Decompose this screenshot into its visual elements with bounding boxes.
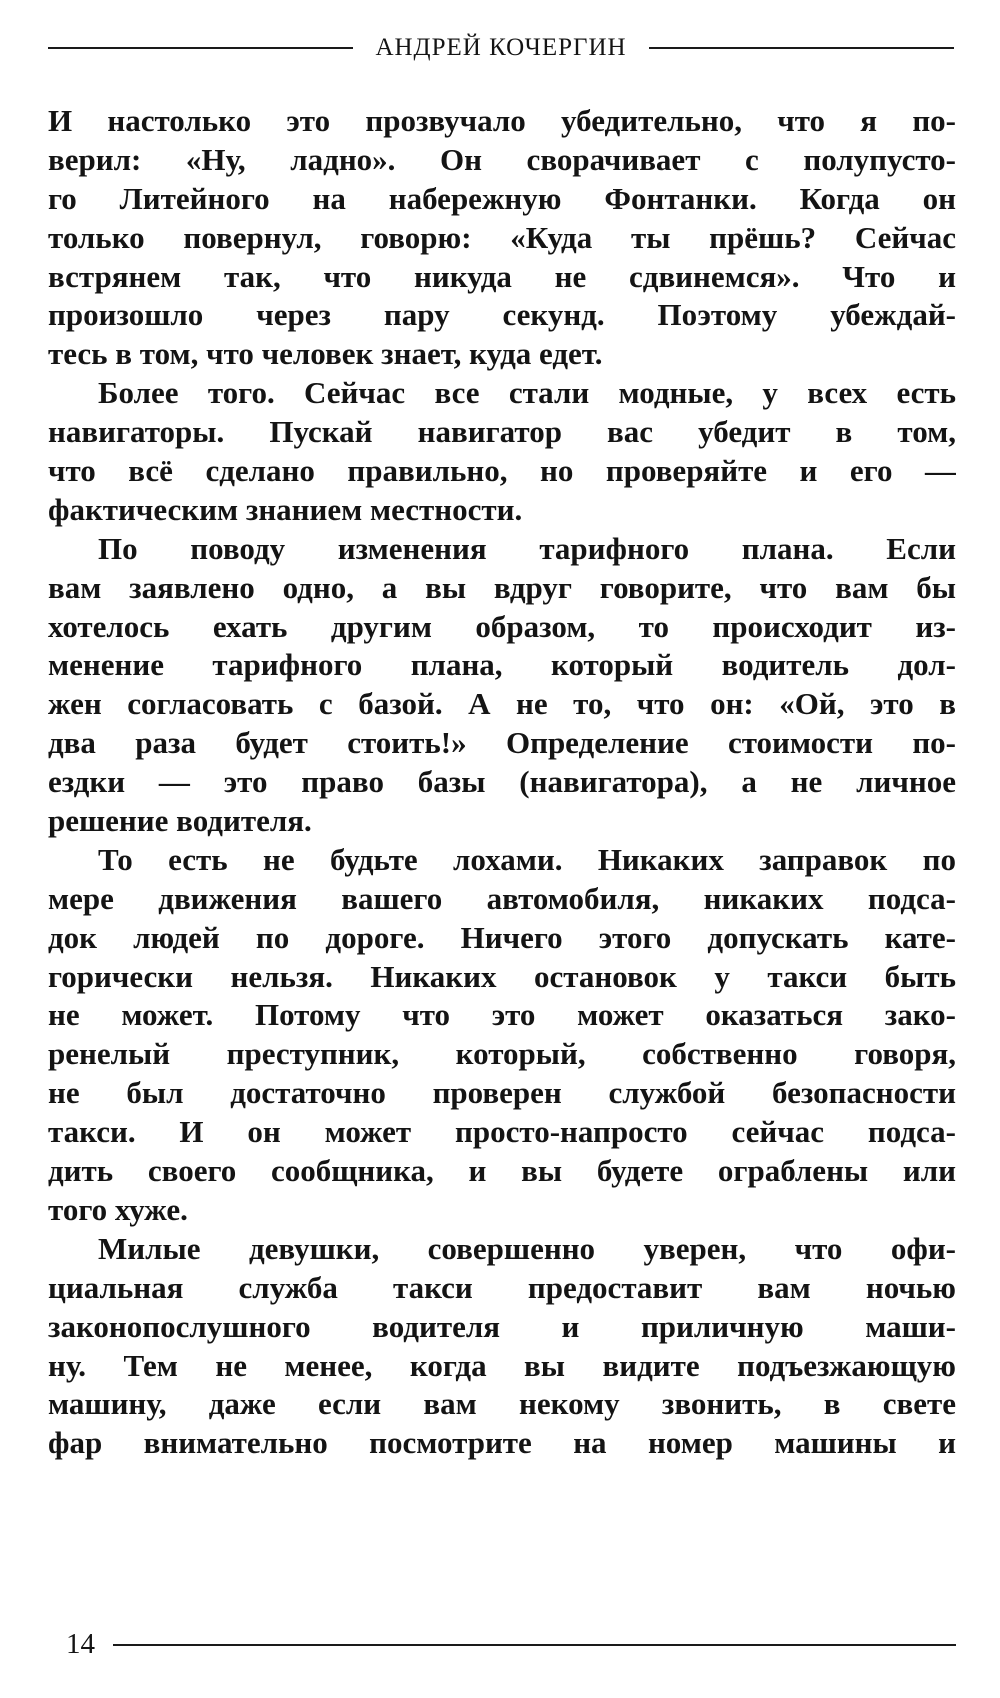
text-line: машину, даже если вам некому звонить, в свете bbox=[48, 1386, 956, 1422]
text-line: вам заявлено одно, а вы вдруг говорите, что вам бы bbox=[48, 569, 956, 605]
text-line: решение водителя. bbox=[48, 803, 312, 839]
text-line: Милые девушки, совершенно уверен, что офи- bbox=[98, 1230, 956, 1266]
paragraph bbox=[48, 1230, 956, 1463]
text-line: произошло через пару секунд. Поэтому убеждай- bbox=[48, 297, 956, 333]
text-line: Более того. Сейчас все стали модные, у всех есть bbox=[98, 375, 956, 411]
page-number: 14 bbox=[66, 1627, 95, 1660]
text-line: циальная служба такси предоставит вам ночью bbox=[48, 1269, 956, 1305]
text-line: горически нельзя. Никаких остановок у такси быть bbox=[48, 958, 956, 994]
running-head bbox=[48, 28, 954, 68]
text-line: верил: «Ну, ладно». Он сворачивает с полупусто- bbox=[48, 141, 956, 177]
text-line: док людей по дороге. Ничего этого допускать кате- bbox=[48, 919, 956, 955]
text-line: что всё сделано правильно, но проверяйте и его — bbox=[48, 453, 956, 489]
text-line: И настолько это прозвучало убедительно, что я по- bbox=[48, 103, 956, 138]
text-line: не был достаточно проверен службой безопасности bbox=[48, 1075, 956, 1111]
text-line: тесь в том, что человек знает, куда едет. bbox=[48, 336, 603, 372]
header-rule-right bbox=[649, 47, 954, 49]
text-line: То есть не будьте лохами. Никаких заправок по bbox=[98, 841, 956, 877]
text-line: По поводу изменения тарифного плана. Если bbox=[98, 530, 956, 566]
text-line: не может. Потому что это может оказаться зако- bbox=[48, 997, 956, 1033]
text-line: ренелый преступник, который, собственно говоря, bbox=[48, 1036, 956, 1072]
text-line: того хуже. bbox=[48, 1191, 188, 1227]
running-head-author: АНДРЕЙ КОЧЕРГИН bbox=[375, 34, 627, 61]
text-line: два раза будет стоить!» Определение стоимости по- bbox=[48, 725, 956, 761]
paragraph bbox=[48, 841, 956, 1230]
text-line: жен согласовать с базой. А не то, что он: «Ой, это в bbox=[48, 686, 956, 722]
text-line: фактическим знанием местности. bbox=[48, 491, 523, 527]
footer-rule bbox=[113, 1644, 956, 1646]
text-line: встрянем так, что никуда не сдвинемся». Что и bbox=[48, 258, 956, 294]
text-line: хотелось ехать другим образом, то происходит из- bbox=[48, 608, 956, 644]
paragraph bbox=[48, 530, 956, 841]
text-line: фар внимательно посмотрите на номер машины и bbox=[48, 1425, 956, 1461]
text-line: законопослушного водителя и приличную маши- bbox=[48, 1308, 956, 1344]
text-line: менение тарифного плана, который водитель дол- bbox=[48, 647, 956, 683]
paragraph bbox=[48, 374, 956, 530]
text-line: ездки — это право базы (навигатора), а не личное bbox=[48, 764, 956, 800]
page-footer bbox=[66, 1624, 956, 1664]
paragraph bbox=[48, 102, 956, 374]
text-line: такси. И он может просто-напросто сейчас подса- bbox=[48, 1114, 956, 1150]
text-line: только повернул, говорю: «Куда ты прёшь? Сейчас bbox=[48, 219, 956, 255]
text-line: мере движения вашего автомобиля, никаких подса- bbox=[48, 880, 956, 916]
body-text bbox=[48, 102, 956, 1463]
text-line: дить своего сообщника, и вы будете ограблены или bbox=[48, 1153, 956, 1189]
header-rule-left bbox=[48, 47, 353, 49]
text-line: навигаторы. Пускай навигатор вас убедит в том, bbox=[48, 414, 956, 450]
text-line: го Литейного на набережную Фонтанки. Когда он bbox=[48, 180, 956, 216]
text-line: ну. Тем не менее, когда вы видите подъезжающую bbox=[48, 1347, 956, 1383]
